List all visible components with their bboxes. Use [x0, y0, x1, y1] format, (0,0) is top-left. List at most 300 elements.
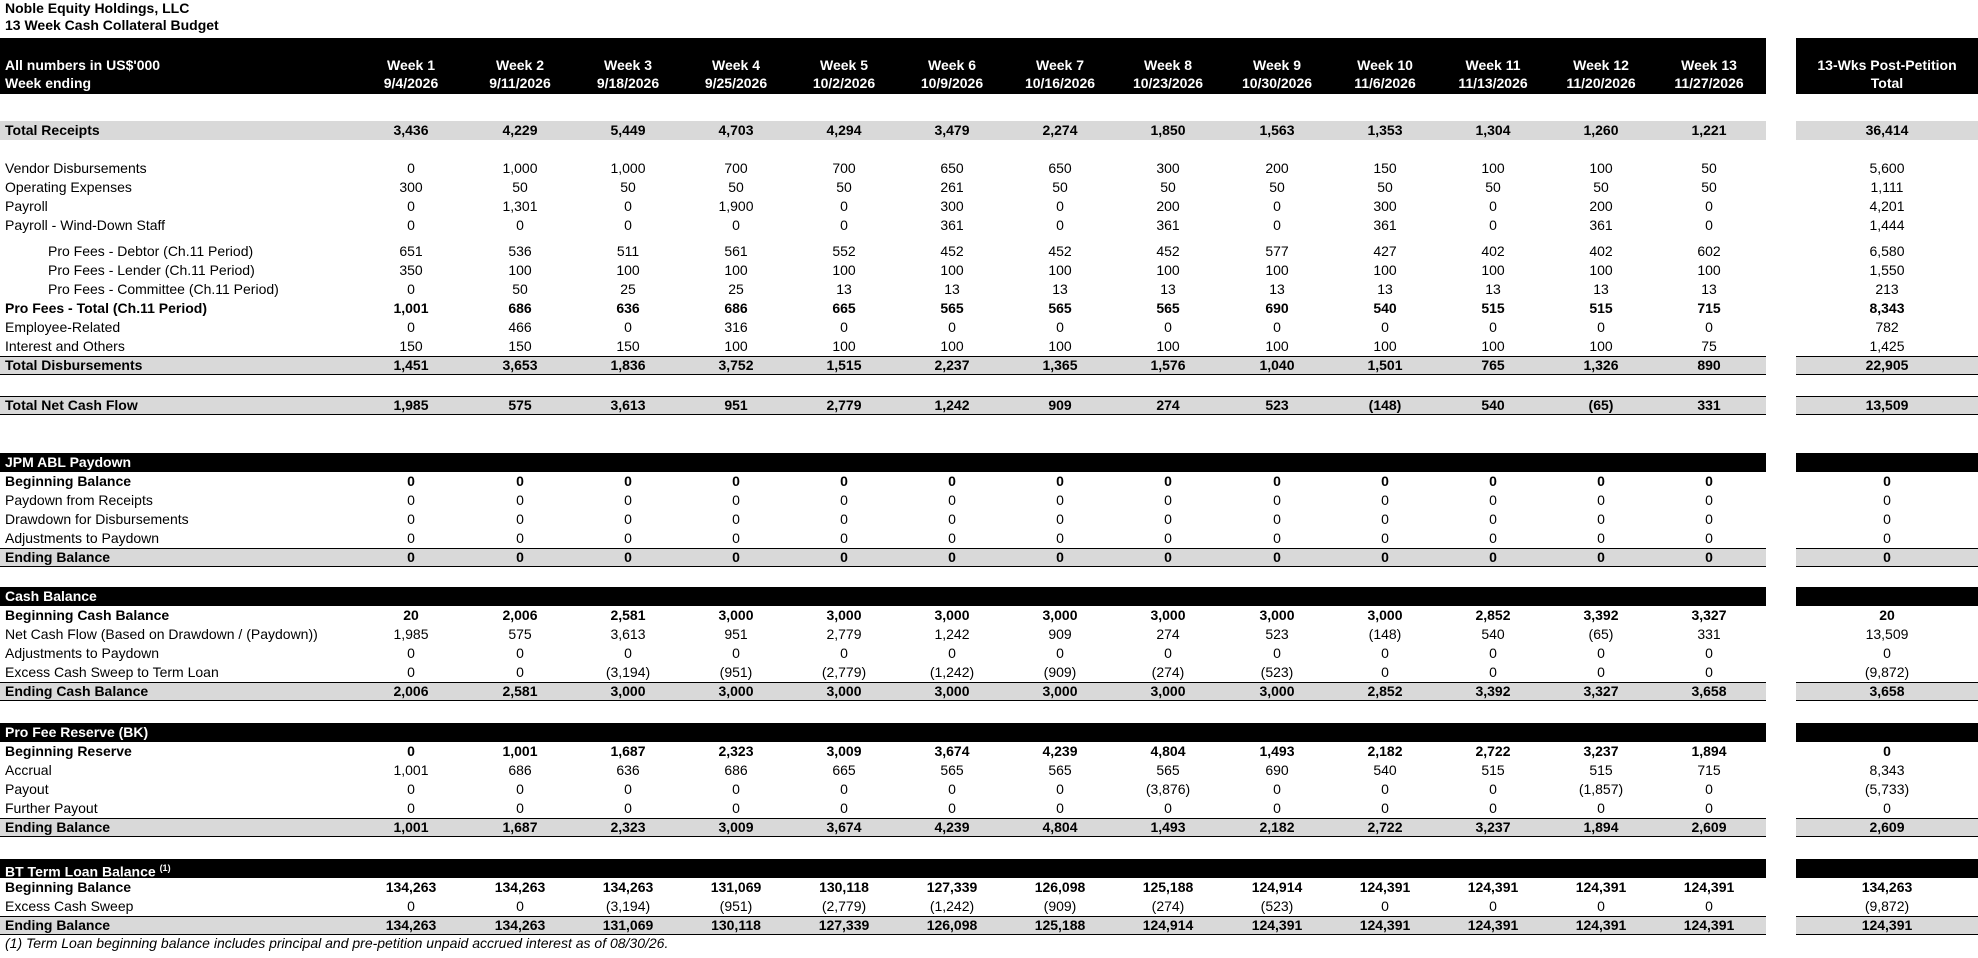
week-header-name: Week 8	[1144, 57, 1192, 73]
section-title	[5, 859, 171, 878]
value-cell: 0	[624, 800, 632, 816]
value-cell: 511	[616, 243, 640, 259]
value-cell: 13	[1160, 281, 1176, 297]
table-row	[0, 644, 1978, 663]
value-cell: 0	[1273, 492, 1281, 508]
value-cell: (2,779)	[821, 898, 867, 914]
row-label: Pro Fees - Total (Ch.11 Period)	[5, 300, 208, 316]
value-cell: 0	[1705, 549, 1713, 565]
value-cell: 0	[732, 781, 740, 797]
value-cell: 0	[624, 198, 632, 214]
table-row	[0, 216, 1978, 235]
value-cell: 127,339	[926, 879, 978, 895]
value-cell: 150	[508, 338, 532, 354]
table-row	[0, 625, 1978, 644]
value-cell: 50	[836, 179, 852, 195]
row-label: Ending Cash Balance	[5, 683, 149, 699]
value-cell: 565	[940, 300, 964, 316]
value-cell: 4,294	[826, 122, 862, 138]
total-cell: 0	[1883, 800, 1891, 816]
total-cell: 6,580	[1869, 243, 1905, 259]
value-cell: 0	[1056, 473, 1064, 489]
value-cell: 0	[1164, 645, 1172, 661]
value-cell: 2,006	[502, 607, 538, 623]
row-label: Beginning Reserve	[5, 743, 132, 759]
value-cell: (909)	[1043, 898, 1077, 914]
value-cell: (909)	[1043, 664, 1077, 680]
value-cell: 686	[724, 762, 748, 778]
value-cell: 0	[1597, 664, 1605, 680]
value-cell: 0	[1381, 664, 1389, 680]
value-cell: 0	[732, 473, 740, 489]
value-cell: 0	[948, 492, 956, 508]
value-cell: 50	[1701, 160, 1717, 176]
value-cell: 452	[1048, 243, 1072, 259]
value-cell: 124,391	[1359, 917, 1411, 933]
table-row	[0, 761, 1978, 780]
value-cell: 0	[407, 217, 415, 233]
total-cell: 1,425	[1869, 338, 1905, 354]
value-cell: 3,436	[393, 122, 429, 138]
value-cell: 2,581	[502, 683, 538, 699]
value-cell: 124,391	[1575, 917, 1627, 933]
value-cell: 331	[1697, 626, 1721, 642]
week-header-date: 11/6/2026	[1354, 75, 1416, 91]
value-cell: 0	[624, 549, 632, 565]
week-header-date: 9/25/2026	[704, 75, 768, 91]
row-label: Ending Balance	[5, 917, 111, 933]
footnote-marker: (1)	[159, 863, 171, 873]
week-header-date: 10/16/2026	[1024, 75, 1096, 91]
value-cell: 0	[1164, 511, 1172, 527]
row-label: Accrual	[5, 762, 52, 778]
value-cell: (274)	[1151, 664, 1185, 680]
table-row	[0, 242, 1978, 261]
value-cell: 124,914	[1251, 879, 1303, 895]
row-label: Payroll - Wind-Down Staff	[5, 217, 166, 233]
value-cell: 0	[1489, 217, 1497, 233]
value-cell: 1,301	[502, 198, 538, 214]
value-cell: 130,118	[819, 879, 869, 895]
value-cell: 13	[1052, 281, 1068, 297]
value-cell: 0	[948, 645, 956, 661]
total-cell: 5,600	[1869, 160, 1905, 176]
value-cell: 0	[732, 645, 740, 661]
value-cell: 0	[516, 473, 524, 489]
value-cell: 0	[516, 645, 524, 661]
value-cell: 0	[516, 664, 524, 680]
total-cell: 8,343	[1869, 300, 1905, 316]
value-cell: 0	[1489, 781, 1497, 797]
value-cell: 602	[1697, 243, 1721, 259]
value-cell: (65)	[1588, 626, 1614, 642]
value-cell: 0	[1164, 549, 1172, 565]
total-cell: 213	[1875, 281, 1899, 297]
value-cell: 540	[1373, 762, 1397, 778]
value-cell: 0	[1381, 492, 1389, 508]
value-cell: 0	[1273, 781, 1281, 797]
value-cell: 1,576	[1150, 357, 1186, 373]
section-title-text: BT Term Loan Balance	[5, 863, 156, 880]
total-cell: 3,658	[1869, 683, 1905, 699]
value-cell: 0	[1489, 319, 1497, 335]
section-title	[5, 453, 131, 472]
table-row	[0, 742, 1978, 761]
value-cell: 13	[1593, 281, 1609, 297]
value-cell: (148)	[1368, 626, 1402, 642]
row-label: Drawdown for Disbursements	[5, 511, 189, 527]
value-cell: 3,674	[826, 819, 862, 835]
row-label: Operating Expenses	[5, 179, 132, 195]
value-cell: 0	[1273, 530, 1281, 546]
value-cell: 1,687	[502, 819, 538, 835]
value-cell: 3,000	[1150, 683, 1186, 699]
value-cell: 0	[1705, 217, 1713, 233]
value-cell: 0	[1056, 511, 1064, 527]
value-cell: 0	[407, 319, 415, 335]
value-cell: 126,098	[926, 917, 978, 933]
total-cell: 0	[1883, 511, 1891, 527]
row-label: Total Receipts	[5, 122, 100, 138]
value-cell: 0	[1381, 511, 1389, 527]
value-cell: 0	[1597, 530, 1605, 546]
table-row	[0, 491, 1978, 510]
table-row	[0, 356, 1978, 375]
value-cell: 126,098	[1034, 879, 1086, 895]
row-label: Vendor Disbursements	[5, 160, 147, 176]
value-cell: 466	[508, 319, 532, 335]
value-cell: 0	[1597, 645, 1605, 661]
value-cell: 0	[407, 492, 415, 508]
value-cell: 0	[840, 217, 848, 233]
value-cell: (148)	[1368, 397, 1402, 413]
week-header-name: Week 10	[1357, 57, 1413, 73]
value-cell: 540	[1481, 626, 1505, 642]
value-cell: 0	[948, 319, 956, 335]
value-cell: 1,894	[1691, 743, 1727, 759]
week-header-date: 10/9/2026	[920, 75, 984, 91]
value-cell: 100	[1589, 338, 1613, 354]
value-cell: 13	[944, 281, 960, 297]
table-row	[0, 318, 1978, 337]
table-row	[0, 299, 1978, 318]
value-cell: 515	[1481, 300, 1505, 316]
value-cell: 134,263	[385, 917, 437, 933]
value-cell: 3,000	[1150, 607, 1186, 623]
value-cell: 515	[1589, 300, 1613, 316]
value-cell: 540	[1481, 397, 1505, 413]
value-cell: 402	[1481, 243, 1505, 259]
value-cell: 0	[516, 549, 524, 565]
value-cell: 50	[1593, 179, 1609, 195]
value-cell: 0	[1381, 319, 1389, 335]
value-cell: 150	[616, 338, 640, 354]
value-cell: 2,779	[826, 397, 862, 413]
value-cell: 0	[1273, 549, 1281, 565]
value-cell: 4,804	[1150, 743, 1186, 759]
value-cell: 0	[1381, 781, 1389, 797]
section-header-bar	[0, 587, 1766, 606]
value-cell: 0	[407, 198, 415, 214]
value-cell: 3,658	[1691, 683, 1727, 699]
value-cell: (1,242)	[929, 664, 975, 680]
value-cell: 125,188	[1142, 879, 1194, 895]
value-cell: 0	[1705, 530, 1713, 546]
value-cell: 300	[940, 198, 964, 214]
total-cell: 4,201	[1869, 198, 1905, 214]
value-cell: 1,242	[934, 626, 970, 642]
value-cell: 3,237	[1475, 819, 1511, 835]
value-cell: (3,194)	[605, 898, 651, 914]
value-cell: 1,001	[393, 819, 429, 835]
value-cell: 100	[724, 338, 748, 354]
row-label: Adjustments to Paydown	[5, 530, 160, 546]
value-cell: 75	[1701, 338, 1717, 354]
units-label: All numbers in US$'000	[5, 57, 161, 73]
value-cell: 1,985	[393, 397, 429, 413]
value-cell: 0	[1597, 319, 1605, 335]
total-header-line1: 13-Wks Post-Petition	[1817, 57, 1957, 73]
company-name: Noble Equity Holdings, LLC	[5, 0, 190, 16]
total-cell: (5,733)	[1864, 781, 1910, 797]
value-cell: 100	[508, 262, 532, 278]
value-cell: 0	[1489, 530, 1497, 546]
table-row	[0, 197, 1978, 216]
value-cell: 100	[1373, 338, 1397, 354]
value-cell: 3,009	[718, 819, 754, 835]
value-cell: 124,391	[1683, 917, 1735, 933]
value-cell: 0	[1597, 549, 1605, 565]
value-cell: 909	[1048, 626, 1072, 642]
value-cell: 1,001	[502, 743, 538, 759]
value-cell: 0	[407, 530, 415, 546]
total-cell: 13,509	[1865, 397, 1909, 413]
value-cell: 134,263	[494, 879, 546, 895]
value-cell: 890	[1697, 357, 1721, 373]
value-cell: 13	[1377, 281, 1393, 297]
value-cell: 3,000	[718, 607, 754, 623]
value-cell: 1,493	[1259, 743, 1295, 759]
value-cell: 0	[732, 217, 740, 233]
value-cell: 3,009	[826, 743, 862, 759]
value-cell: 2,722	[1367, 819, 1403, 835]
value-cell: 200	[1589, 198, 1613, 214]
value-cell: 1,242	[934, 397, 970, 413]
value-cell: 50	[1269, 179, 1285, 195]
value-cell: 575	[508, 397, 532, 413]
value-cell: (951)	[719, 898, 753, 914]
value-cell: 2,323	[718, 743, 754, 759]
value-cell: 0	[732, 549, 740, 565]
value-cell: 523	[1265, 626, 1289, 642]
value-cell: 636	[616, 762, 640, 778]
value-cell: 2,182	[1259, 819, 1295, 835]
section-title-text: JPM ABL Paydown	[5, 454, 132, 470]
value-cell: 0	[732, 511, 740, 527]
total-cell: 20	[1879, 607, 1895, 623]
value-cell: 3,000	[1042, 607, 1078, 623]
total-cell: 1,444	[1869, 217, 1905, 233]
value-cell: 0	[1164, 530, 1172, 546]
value-cell: 3,327	[1691, 607, 1727, 623]
value-cell: 0	[840, 781, 848, 797]
value-cell: 3,000	[1259, 607, 1295, 623]
value-cell: 0	[1056, 217, 1064, 233]
value-cell: 1,515	[826, 357, 862, 373]
value-cell: 636	[616, 300, 640, 316]
value-cell: 300	[1373, 198, 1397, 214]
value-cell: 0	[1273, 645, 1281, 661]
value-cell: 700	[832, 160, 856, 176]
total-cell: 2,609	[1869, 819, 1905, 835]
value-cell: 1,850	[1150, 122, 1186, 138]
row-label: Beginning Balance	[5, 879, 132, 895]
value-cell: 50	[1485, 179, 1501, 195]
value-cell: 665	[832, 300, 856, 316]
value-cell: 0	[624, 511, 632, 527]
week-header-date: 10/30/2026	[1241, 75, 1313, 91]
value-cell: 100	[616, 262, 640, 278]
value-cell: 3,392	[1475, 683, 1511, 699]
value-cell: 1,836	[610, 357, 646, 373]
value-cell: 0	[1381, 898, 1389, 914]
total-cell: 0	[1883, 549, 1891, 565]
section-title-text: Cash Balance	[5, 588, 97, 604]
table-row	[0, 897, 1978, 916]
value-cell: 1,687	[610, 743, 646, 759]
value-cell: 665	[832, 762, 856, 778]
value-cell: 536	[508, 243, 532, 259]
row-label: Total Disbursements	[5, 357, 143, 373]
value-cell: 4,703	[718, 122, 754, 138]
value-cell: 5,449	[610, 122, 646, 138]
value-cell: 0	[1273, 473, 1281, 489]
value-cell: 274	[1156, 626, 1180, 642]
value-cell: (1,857)	[1578, 781, 1624, 797]
value-cell: 0	[407, 281, 415, 297]
section-header-bar-total	[1796, 859, 1978, 878]
value-cell: 0	[1056, 781, 1064, 797]
value-cell: 0	[840, 198, 848, 214]
value-cell: 124,914	[1142, 917, 1194, 933]
row-label: Net Cash Flow (Based on Drawdown / (Paydown))	[5, 626, 318, 642]
table-row	[0, 396, 1978, 415]
value-cell: 690	[1265, 300, 1289, 316]
value-cell: 0	[1273, 217, 1281, 233]
row-label: Interest and Others	[5, 338, 125, 354]
value-cell: 1,985	[393, 626, 429, 642]
value-cell: 3,674	[934, 743, 970, 759]
value-cell: 134,263	[602, 879, 654, 895]
value-cell: 3,000	[1259, 683, 1295, 699]
value-cell: 0	[407, 160, 415, 176]
value-cell: 650	[940, 160, 964, 176]
row-label: Payroll	[5, 198, 48, 214]
total-cell: 1,550	[1869, 262, 1905, 278]
value-cell: 2,779	[826, 626, 862, 642]
value-cell: 50	[1701, 179, 1717, 195]
value-cell: 2,006	[393, 683, 429, 699]
value-cell: 452	[1156, 243, 1180, 259]
week-header-name: Week 11	[1465, 57, 1521, 73]
value-cell: 2,323	[610, 819, 646, 835]
value-cell: 0	[1056, 198, 1064, 214]
table-row	[0, 159, 1978, 178]
value-cell: 565	[1156, 300, 1180, 316]
value-cell: 0	[840, 473, 848, 489]
value-cell: 124,391	[1359, 879, 1411, 895]
value-cell: (3,876)	[1145, 781, 1191, 797]
value-cell: 127,339	[818, 917, 870, 933]
row-label: Employee-Related	[5, 319, 121, 335]
value-cell: 0	[407, 898, 415, 914]
value-cell: 3,000	[934, 607, 970, 623]
value-cell: 0	[1056, 549, 1064, 565]
value-cell: 0	[1489, 645, 1497, 661]
week-header-date: 9/11/2026	[489, 75, 551, 91]
total-cell: 134,263	[1861, 879, 1913, 895]
value-cell: 350	[399, 262, 423, 278]
value-cell: 1,365	[1042, 357, 1078, 373]
value-cell: (3,194)	[605, 664, 651, 680]
total-cell: 36,414	[1865, 122, 1909, 138]
total-cell: 22,905	[1865, 357, 1909, 373]
week-header-date: 10/2/2026	[812, 75, 876, 91]
value-cell: 0	[1164, 319, 1172, 335]
value-cell: 3,000	[610, 683, 646, 699]
section-header-bar-total	[1796, 723, 1978, 742]
value-cell: 2,852	[1367, 683, 1403, 699]
row-label: Total Net Cash Flow	[5, 397, 138, 413]
value-cell: 0	[1489, 198, 1497, 214]
value-cell: (2,779)	[821, 664, 867, 680]
value-cell: 540	[1373, 300, 1397, 316]
week-header-name: Week 1	[387, 57, 435, 73]
row-label: Excess Cash Sweep to Term Loan	[5, 664, 219, 680]
value-cell: 200	[1265, 160, 1289, 176]
value-cell: 1,493	[1150, 819, 1186, 835]
table-row	[0, 261, 1978, 280]
value-cell: 0	[1489, 664, 1497, 680]
value-cell: 124,391	[1467, 917, 1519, 933]
value-cell: 0	[516, 217, 524, 233]
value-cell: 0	[624, 217, 632, 233]
week-header-name: Week 2	[496, 57, 544, 73]
value-cell: 200	[1156, 198, 1180, 214]
value-cell: (523)	[1260, 664, 1294, 680]
value-cell: 0	[1705, 664, 1713, 680]
value-cell: 100	[1481, 262, 1505, 278]
value-cell: 686	[724, 300, 748, 316]
week-header-name: Week 13	[1681, 57, 1737, 73]
total-cell: 782	[1875, 319, 1899, 335]
row-label: Pro Fees - Lender (Ch.11 Period)	[48, 262, 255, 278]
week-header-date: 11/27/2026	[1674, 75, 1744, 91]
value-cell: 0	[407, 781, 415, 797]
value-cell: 0	[1381, 549, 1389, 565]
value-cell: 452	[940, 243, 964, 259]
value-cell: 0	[732, 492, 740, 508]
value-cell: 3,752	[718, 357, 754, 373]
value-cell: 0	[1597, 511, 1605, 527]
value-cell: 4,239	[1042, 743, 1078, 759]
value-cell: 50	[512, 281, 528, 297]
table-row	[0, 780, 1978, 799]
value-cell: 0	[1705, 645, 1713, 661]
value-cell: 0	[1273, 511, 1281, 527]
value-cell: 651	[399, 243, 423, 259]
value-cell: (951)	[719, 664, 753, 680]
